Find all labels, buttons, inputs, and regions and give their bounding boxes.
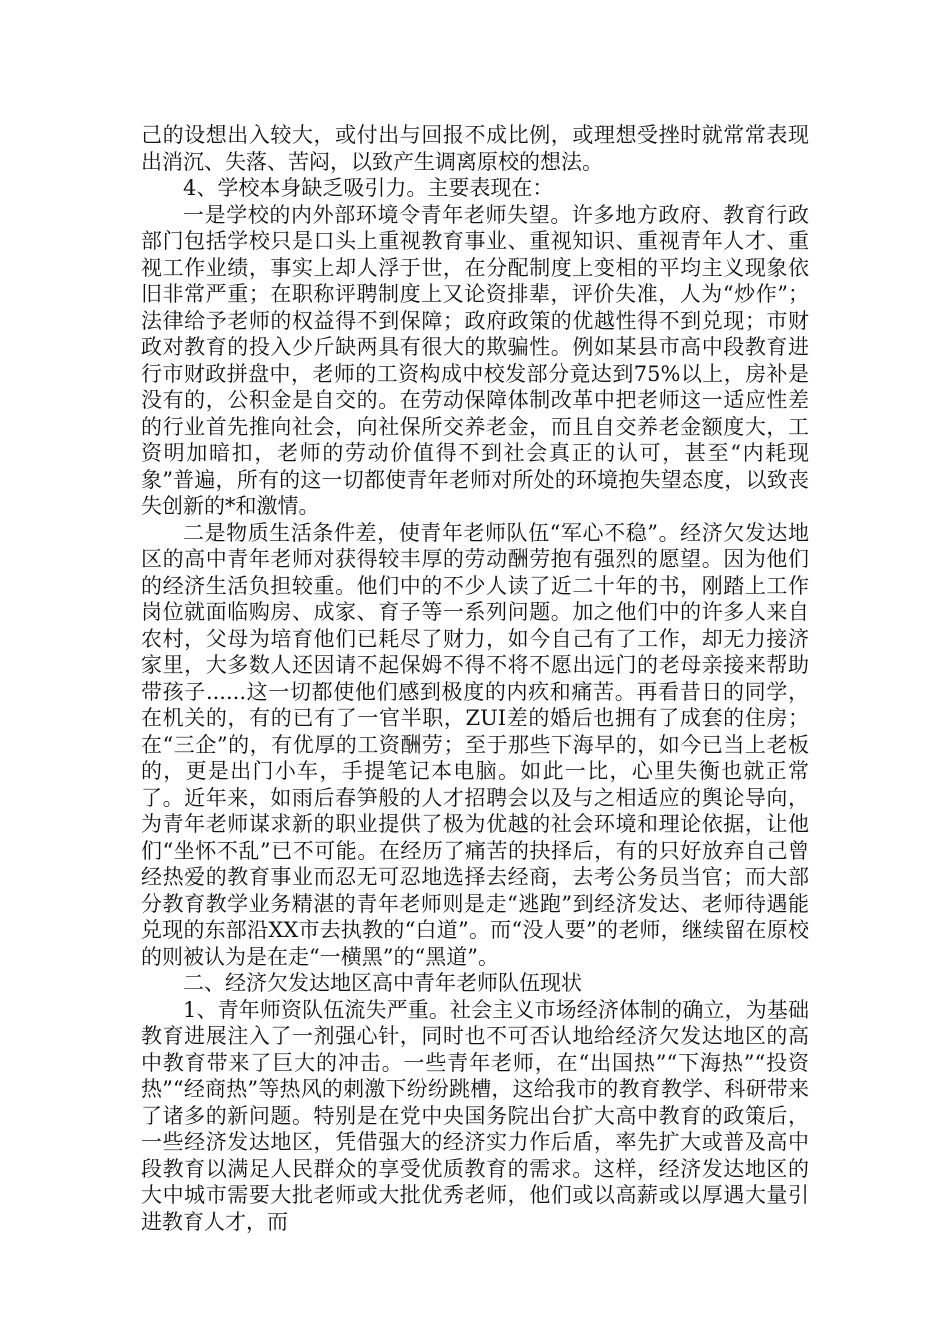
paragraph-item-4-heading: 4、学校本身缺乏吸引力。主要表现在： <box>183 176 554 200</box>
document-body <box>141 122 809 1235</box>
section-heading-status: 二、经济欠发达地区高中青年老师队伍现状 <box>183 971 582 995</box>
paragraph-material-conditions: 二是物质生活条件差，使青年老师队伍“军心不稳”。经济欠发达地区的高中青年老师对获得较丰厚的劳动酬劳抱有强烈的愿望。因为他们的经济生活负担较重。他们中的不少人读了近二十年的书，刚踏上工作岗位就面临购房、成家、育子等一系列问题。加之他们中的许多人来自农村，父母为培育他们已耗尽了财力，如今自己有了工作，却无力接济家里，大多数人还因请不起保姆不得不将不愿出远门的老母亲接来帮助带孩子......这一切都使他们感到极度的内疚和痛苦。再看昔日的同学，在机关的，有的已有了一官半职，ZUI差的婚后也拥有了成套的住房；在“三企”的，有优厚的工资酬劳；至于那些下海早的，如今已当上老板的，更是出门小车，手提笔记本电脑。如此一比，心里失衡也就正常了。近年来，如雨后春笋般的人才招聘会以及与之相适应的舆论导向，为青年老师谋求新的职业提供了极为优越的社会环境和理论依据，让他们“坐怀不乱”已不可能。在经历了痛苦的抉择后，有的只好放弃自己曾经热爱的教育事业而忍无可忍地选择去经商，去考公务员当官；而大部分教育教学业务精湛的青年老师则是走“逃跑”到经济发达、老师待遇能兑现的东部沿XX市去执教的“白道”。而“没人要”的老师，继续留在原校的则被认为是在走“一横黑”的“黑道”。 <box>141 520 809 969</box>
paragraph-environment: 一是学校的内外部环境令青年老师失望。许多地方政府、教育行政部门包括学校只是口头上重视教育事业、重视知识、重视青年人才、重视工作业绩，事实上却人浮于世，在分配制度上变相的平均主义现象依旧非常严重；在职称评聘制度上又论资排辈，评价失准，人为“炒作”；法律给予老师的权益得不到保障；政府政策的优越性得不到兑现；市财政对教育的投入少斤缺两具有很大的欺骗性。例如某县市高中段教育进行市财政拼盘中，老师的工资构成中校发部分竟达到75%以上，房补是没有的，公积金是自交的。在劳动保障体制改革中把老师这一适应性差的行业首先推向社会，向社保所交养老金，而且自交养老金额度大，工资明加暗扣，老师的劳动价值得不到社会真正的认可，甚至“内耗现象”普遍，所有的这一切都使青年老师对所处的环境抱失望态度，以致丧失创新的*和激情。 <box>141 202 809 518</box>
paragraph-teacher-loss: 1、青年师资队伍流失严重。社会主义市场经济体制的确立，为基础教育进展注入了一剂强心针，同时也不可否认地给经济欠发达地区的高中教育带来了巨大的冲击。一些青年老师，在“出国热”“下海热”“投资热”“经商热”等热风的刺激下纷纷跳槽，这给我市的教育教学、科研带来了诸多的新问题。特别是在党中央国务院出台扩大高中教育的政策后，一些经济发达地区，凭借强大的经济实力作后盾，率先扩大或普及高中段教育以满足人民群众的享受优质教育的需求。这样，经济发达地区的大中城市需要大批老师或大批优秀老师，他们或以高薪或以厚遇大量引进教育人才，而 <box>141 997 809 1234</box>
paragraph-continuation: 己的设想出入较大，或付出与回报不成比例，或理想受挫时就常常表现出消沉、失落、苦闷，以致产生调离原校的想法。 <box>141 123 809 174</box>
